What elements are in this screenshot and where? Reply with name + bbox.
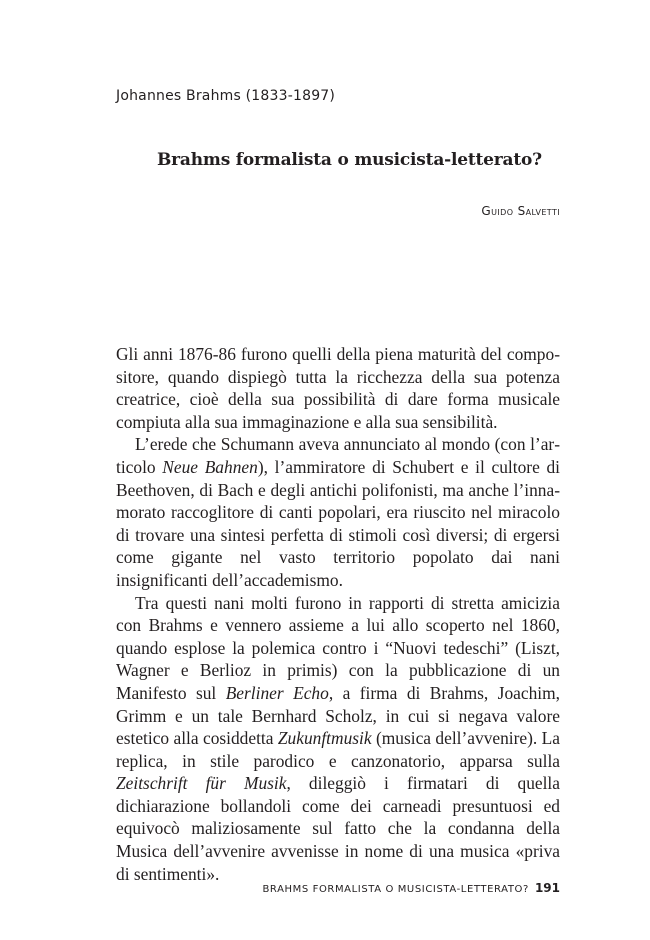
paragraph-3 (116, 592, 560, 886)
italic-title-zeitschrift: Zeitschrift für Musik (116, 773, 287, 794)
paragraph-1: Gli anni 1876-86 furono quelli della piena maturità del compositore, quando dispiegò tutta la ricchezza della sua potenza creatrice, cioè della sua possibilità di dare forma musicale compiuta alla sua immaginazione e alla sua sensibilità. (116, 344, 560, 432)
paragraph-2-text: ), l’ammiratore di Schubert e il cultore di Beethoven, di Bach e degli antichi polifonisti, ma anche l’innamorato raccoglitore di canti popolari, era riuscito nel miracolo di trovare una sintesi perfetta di stimoli così diversi; di ergersi come gigante nel vasto territorio popolato dai nani insignificanti dell’accademismo. (116, 456, 560, 590)
paragraph-2-text: L’erede che Schumann aveva annunciato al mondo (con l’articolo (116, 434, 560, 477)
article-title: Brahms formalista o musicista-letterato? (157, 150, 542, 170)
italic-title-neue-bahnen: Neue Bahnen (162, 456, 258, 477)
footer-running-title: BRAHMS FORMALISTA O MUSICISTA-LETTERATO? (262, 884, 529, 895)
paragraph-3-text: , a firma di Brahms, Joachim, Grimm e un tale Bernhard Scholz, in cui si negava valore estetico alla cosiddetta (116, 682, 560, 749)
paragraph-3-text: , dileggiò i firmatari di quella dichiarazione bollandoli come dei carneadi presuntuosi ed equivocò maliziosamente sul fatto che la condanna della Musica dell’avvenire avvenisse in nome di una musica «priva di sentimenti». (116, 773, 560, 884)
page-footer (262, 881, 560, 895)
paragraph-3-text: (musica dell’avvenire). La replica, in stile parodico e canzonatorio, apparsa sulla (116, 728, 561, 771)
page-number: 191 (534, 881, 560, 895)
author-name: Guido Salvetti (481, 204, 560, 218)
paragraph-3-text: Tra questi nani molti furono in rapporti di stretta amicizia con Brahms e vennero assieme a lui allo scoperto nel 1860, quando esplose la polemica contro i “Nuovi tedeschi” (Liszt, Wagner e Berlioz in primis) con la pubblicazione di un Manifesto sul (116, 592, 560, 703)
italic-title-berliner-echo: Berliner Echo (225, 682, 329, 703)
article-body (116, 343, 560, 885)
running-head: Johannes Brahms (1833-1897) (116, 88, 336, 104)
paragraph-2 (116, 433, 560, 591)
italic-term-zukunftmusik: Zukunftmusik (277, 728, 372, 749)
